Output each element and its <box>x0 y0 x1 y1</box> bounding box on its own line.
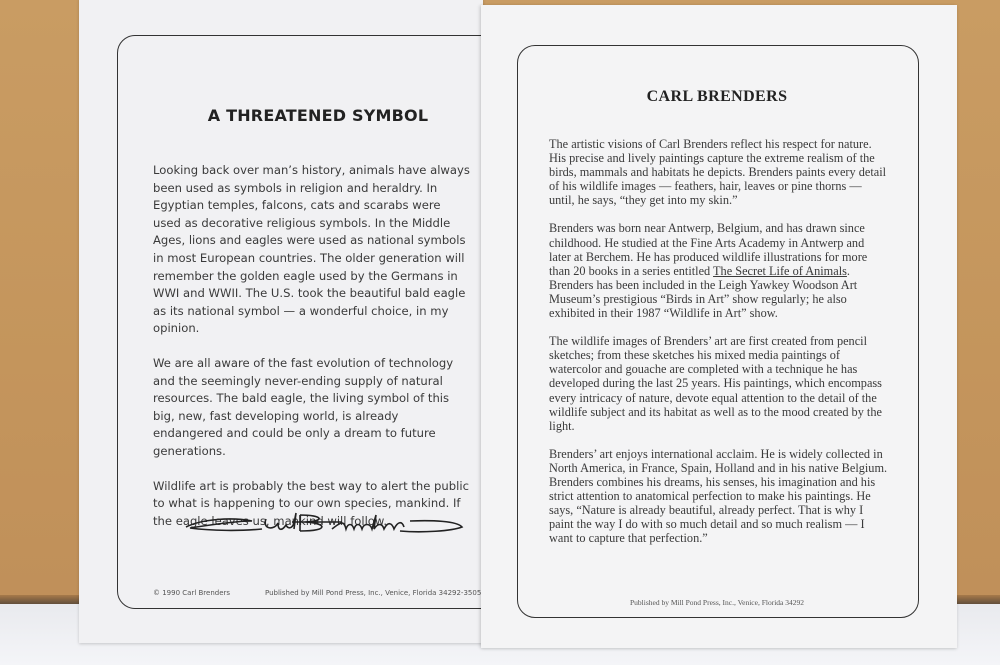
left-card-publisher: Published by Mill Pond Press, Inc., Venice, Florida 34292-3505 <box>265 589 482 597</box>
right-paragraph-4: Brenders’ art enjoys international acclaim. He is widely collected in North America, in France, Spain, Holland and in his native Belgium. Brenders combines his dreams, his senses, his imagination and his strict attention to anatomical perfection to make his paintings. He says, “Nature is already beautiful, already perfect. That is why I paint the way I do with so much detail and so much realism — I want to capture that perfection.” <box>549 446 888 546</box>
right-card-body <box>549 137 889 559</box>
left-card-copyright: © 1990 Carl Brenders <box>153 589 231 597</box>
book-title: The Secret Life of Animals <box>713 263 847 278</box>
right-paragraph-1: The artistic visions of Carl Brenders reflect his respect for nature. His precise and lively paintings capture the extreme realism of the birds, mammals and habitats he depicts. Brenders paints every detail of his wildlife images — feathers, hair, leaves or pine thorns — until, he says, “they get into my skin.” <box>549 137 887 208</box>
left-paragraph-2: We are all aware of the fast evolution of technology and the seemingly never-ending supply of natural resources. The bald eagle, the living symbol of this big, new, fast developing world, is already endangered and could be only a dream to future generations. <box>153 355 454 458</box>
left-card-title: A THREATENED SYMBOL <box>207 106 429 125</box>
right-card-publisher: Published by Mill Pond Press, Inc., Venice, Florida 34292 <box>629 598 805 607</box>
right-paragraph-2 <box>549 221 889 320</box>
left-card-body <box>153 162 471 547</box>
signature-image <box>182 509 467 539</box>
right-paragraph-2-start: Brenders was born near Antwerp, Belgium, and has drawn since childhood. He studied at the Fine Arts Academy in Antwerp and later at Berchem. He has produced wildlife illustrations for more than 20 books in a series entitled <box>549 221 868 278</box>
right-paragraph-3: The wildlife images of Brenders’ art are first created from pencil sketches; from these sketches his mixed media paintings of watercolor and gouache are completed with a technique he has developed during the last 25 years. His paintings, which encompass every intricacy of nature, devote equal attention to the detail of the wildlife subject and its habitat as well as to the mood created by the light. <box>549 334 882 433</box>
left-paragraph-1: Looking back over man’s history, animals have always been used as symbols in religion and heraldry. In Egyptian temples, falcons, cats and scarabs were used as decorative religious symbols. In the Middle Ages, lions and eagles were used as national symbols in most European countries. The older generation will remember the golden eagle used by the Germans in WWI and WWII. The U.S. took the beautiful bald eagle as its national symbol — a wonderful choice, in my opinion. <box>153 163 470 336</box>
right-card-title: CARL BRENDERS <box>646 88 788 105</box>
left-paragraph-3: Wildlife art is probably the best way to alert the public to what is happening to our own species, mankind. If the eagle leaves us, mankind will follow. <box>153 478 469 528</box>
right-paragraph-2-end: . Brenders has been included in the Leigh Yawkey Woodson Art Museum’s prestigious “Birds in Art” show regularly; he also exhibited in their 1987 “Wildlife in Art” show. <box>549 263 858 321</box>
